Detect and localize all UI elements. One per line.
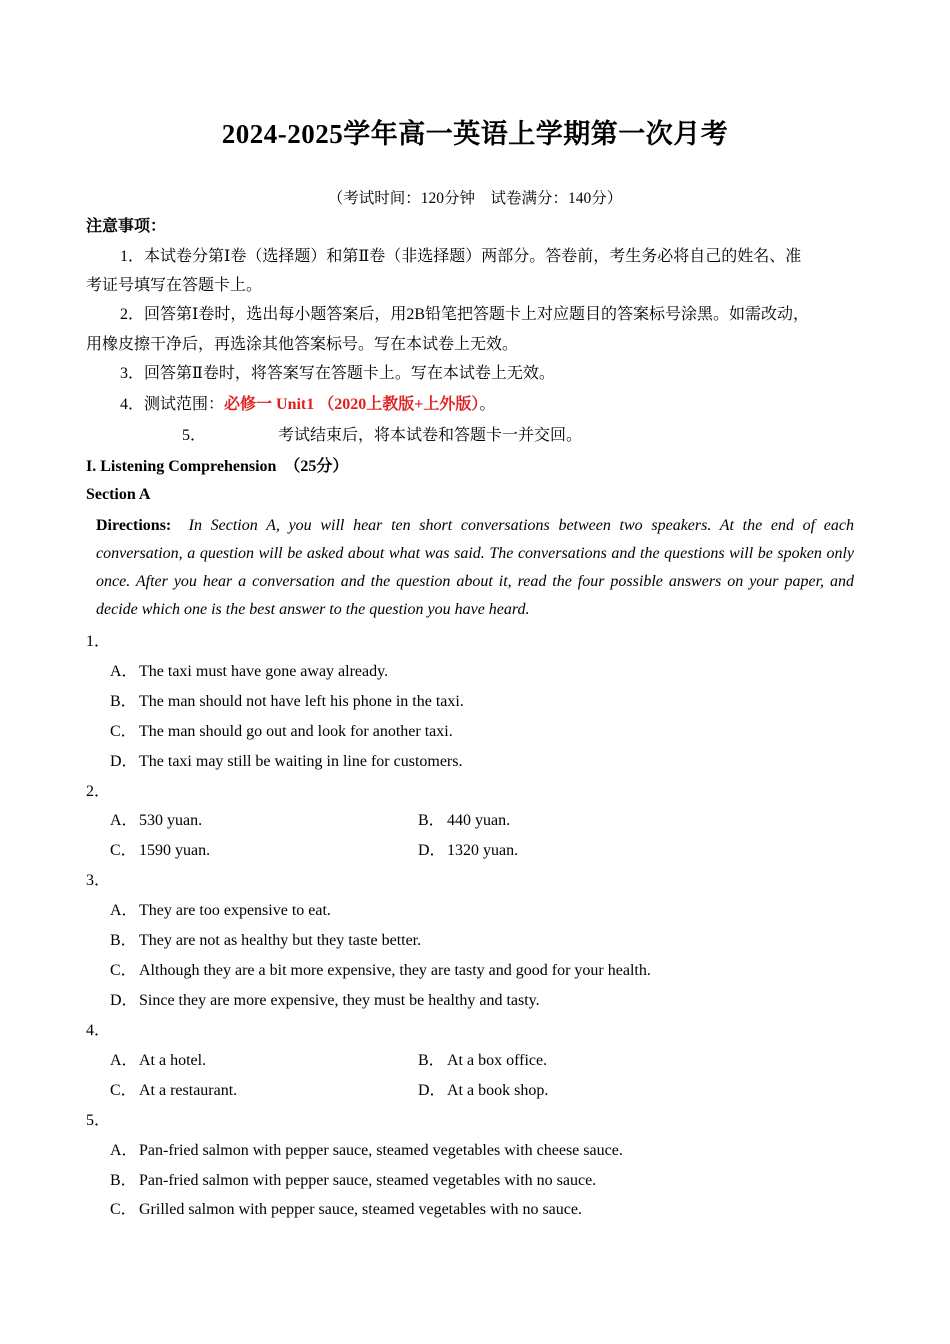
note-5-number: 5．: [182, 427, 207, 444]
notes-heading: 注意事项：: [86, 218, 167, 235]
option-text: At a book shop.: [447, 1082, 549, 1099]
note-1b: 考证号填写在答题卡上。: [86, 277, 263, 294]
option-item: [110, 748, 462, 771]
option-text: Although they are a bit more expensive, they are tasty and good for your health.: [139, 962, 651, 979]
note-2a: 2．回答第Ⅰ卷时，选出每小题答案后，用2B铅笔把答题卡上对应题目的答案标号涂黑。如需改动，: [120, 306, 809, 323]
part-heading: I. Listening Comprehension （25分）: [86, 458, 349, 475]
option-item: [110, 897, 331, 920]
section-heading: Section A: [86, 486, 151, 503]
note-3: 3．回答第Ⅱ卷时，将答案写在答题卡上。写在本试卷上无效。: [120, 365, 555, 382]
option-letter: A．: [110, 1052, 138, 1069]
option-letter: B．: [110, 1172, 137, 1189]
option-item: [110, 1077, 237, 1100]
option-text: They are not as healthy but they taste better.: [139, 932, 422, 949]
option-letter: A．: [110, 812, 138, 829]
option-item: [418, 1077, 548, 1100]
option-item: [110, 1167, 596, 1190]
question-number: 5．: [86, 1112, 111, 1129]
option-letter: C．: [110, 723, 137, 740]
option-item: [110, 807, 202, 830]
option-text: The taxi must have gone away already.: [139, 663, 389, 680]
directions-label: Directions:: [96, 517, 172, 534]
exam-info: （考试时间：120分钟 试卷满分：140分）: [327, 190, 623, 207]
option-item: [110, 1137, 623, 1160]
option-letter: D．: [418, 842, 446, 859]
option-letter: C．: [110, 962, 137, 979]
question-number: 3．: [86, 872, 111, 889]
option-text: The taxi may still be waiting in line for customers.: [139, 753, 463, 770]
note-4: [120, 395, 495, 415]
option-letter: C．: [110, 1201, 137, 1218]
note-4-suffix: 。: [479, 396, 496, 413]
option-item: [110, 1196, 582, 1219]
option-letter: D．: [110, 753, 138, 770]
note-4-prefix: 4．测试范围：: [120, 396, 225, 413]
option-text: 530 yuan.: [139, 812, 203, 829]
option-letter: A．: [110, 663, 138, 680]
option-text: Pan-fried salmon with pepper sauce, steamed vegetables with no sauce.: [139, 1172, 597, 1189]
option-text: At a box office.: [447, 1052, 548, 1069]
option-item: [110, 1047, 206, 1070]
question-number: 1．: [86, 633, 111, 650]
option-letter: C．: [110, 842, 137, 859]
option-text: At a restaurant.: [139, 1082, 238, 1099]
option-item: [418, 837, 518, 860]
note-1a: 1．本试卷分第Ⅰ卷（选择题）和第Ⅱ卷（非选择题）两部分。答卷前，考生务必将自己的姓名、准: [120, 248, 802, 265]
option-text: The man should not have left his phone in the taxi.: [139, 693, 464, 710]
option-item: [110, 837, 210, 860]
option-item: [110, 927, 421, 950]
option-letter: A．: [110, 902, 138, 919]
option-text: Grilled salmon with pepper sauce, steamed vegetables with no sauce.: [139, 1201, 582, 1218]
option-item: [110, 718, 453, 741]
page-title: 2024-2025学年高一英语上学期第一次月考: [221, 119, 729, 149]
option-letter: D．: [110, 992, 138, 1009]
note-5-text: 考试结束后，将本试卷和答题卡一并交回。: [278, 427, 583, 444]
option-letter: A．: [110, 1142, 138, 1159]
option-item: [110, 658, 388, 681]
test-scope-highlight: 必修一 Unit1 （2020上教版+上外版）: [224, 396, 480, 413]
note-2b: 用橡皮擦干净后，再选涂其他答案标号。写在本试卷上无效。: [86, 336, 519, 353]
option-item: [110, 688, 464, 711]
option-text: The man should go out and look for another taxi.: [139, 723, 453, 740]
option-text: Since they are more expensive, they must be healthy and tasty.: [139, 992, 540, 1009]
option-text: 1590 yuan.: [139, 842, 211, 859]
question-number: 4．: [86, 1022, 111, 1039]
directions-text: In Section A, you will hear ten short conversations between two speakers. At the end of each conversation, a question will be asked about what was said. The conversations and the questions will be spoken only once. After you hear a conversation and the question about it, read the four possible answers on your paper, and decide which one is the best answer to the question you have heard.: [96, 517, 854, 618]
option-item: [418, 1047, 547, 1070]
option-letter: B．: [110, 932, 137, 949]
option-letter: B．: [418, 812, 445, 829]
option-letter: D．: [418, 1082, 446, 1099]
option-letter: B．: [418, 1052, 445, 1069]
option-item: [110, 957, 651, 980]
question-number: 2．: [86, 783, 111, 800]
directions-paragraph: [96, 512, 854, 624]
option-letter: C．: [110, 1082, 137, 1099]
option-text: Pan-fried salmon with pepper sauce, steamed vegetables with cheese sauce.: [139, 1142, 623, 1159]
option-text: 1320 yuan.: [447, 842, 519, 859]
option-letter: B．: [110, 693, 137, 710]
option-item: [110, 987, 540, 1010]
option-text: At a hotel.: [139, 1052, 207, 1069]
option-item: [418, 807, 510, 830]
option-text: 440 yuan.: [447, 812, 511, 829]
option-text: They are too expensive to eat.: [139, 902, 331, 919]
